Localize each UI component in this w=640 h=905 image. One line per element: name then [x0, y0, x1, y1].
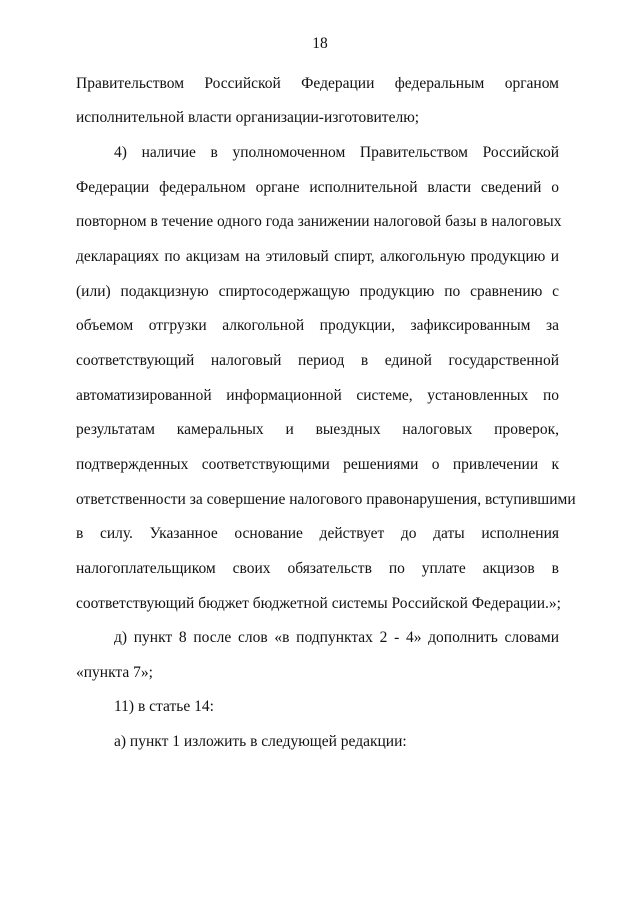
text-line: (или) подакцизную спиртосодержащую продукцию по сравнению с	[76, 283, 559, 300]
text-line: соответствующий бюджет бюджетной системы Российской Федерации.»;	[76, 595, 561, 612]
text-line: 11) в статье 14:	[114, 698, 214, 715]
text-line: повторном в течение одного года занижении налоговой базы в налоговых	[76, 213, 562, 230]
text-line: 4) наличие в уполномоченном Правительством Российской	[114, 144, 559, 161]
text-line: Федерации федеральном органе исполнительной власти сведений о	[76, 179, 559, 196]
text-line: результатам камеральных и выездных налоговых проверок,	[76, 421, 559, 438]
page-number: 18	[312, 35, 328, 52]
text-line: Правительством Российской Федерации федеральным органом	[76, 75, 559, 92]
text-line: автоматизированной информационной системе, установленных по	[76, 387, 559, 404]
text-line: ответственности за совершение налогового правонарушения, вступившими	[76, 491, 576, 508]
text-line: соответствующий налоговый период в единой государственной	[76, 352, 559, 369]
text-line: а) пункт 1 изложить в следующей редакции:	[114, 733, 407, 750]
text-line: исполнительной власти организации-изготовителю;	[76, 109, 420, 126]
text-line: декларациях по акцизам на этиловый спирт, алкогольную продукцию и	[76, 248, 559, 265]
text-line: д) пункт 8 после слов «в подпунктах 2 - 4» дополнить словами	[114, 629, 559, 646]
text-line: объемом отгрузки алкогольной продукции, зафиксированным за	[76, 317, 559, 334]
text-line: «пункта 7»;	[76, 664, 153, 681]
text-line: налогоплательщиком своих обязательств по уплате акцизов в	[76, 560, 559, 577]
text-line: подтвержденных соответствующими решениями о привлечении к	[76, 456, 559, 473]
text-line: в силу. Указанное основание действует до даты исполнения	[76, 525, 559, 542]
